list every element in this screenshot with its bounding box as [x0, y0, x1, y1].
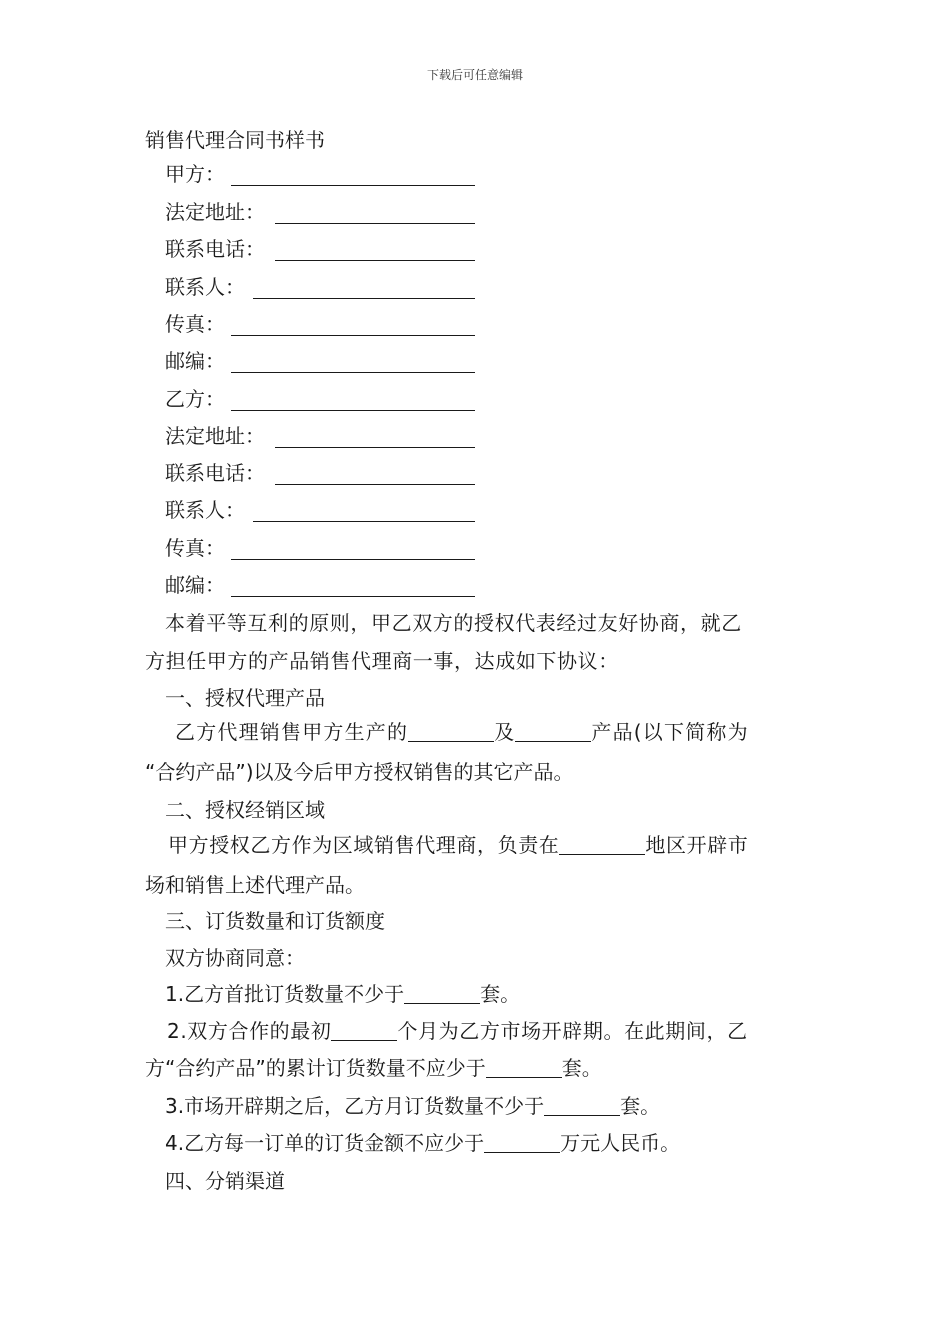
- party-b-phone-field: [165, 457, 485, 487]
- section-3-item-1: [165, 978, 830, 1007]
- text-run: 4.乙方每一订单的订货金额不应少于: [165, 1131, 485, 1155]
- text-run: 地区开辟市: [645, 833, 749, 857]
- text-run: 套。: [480, 982, 521, 1006]
- section-3-item-4: [165, 1127, 830, 1156]
- blank-line: [231, 410, 475, 411]
- party-b-postcode-field: [165, 569, 485, 599]
- party-a-address-field: [165, 196, 485, 226]
- field-label: 乙方：: [165, 387, 225, 411]
- text-run: 方“合约产品”的累计订货数量不应少于: [145, 1056, 486, 1080]
- party-a-name-field: [165, 158, 485, 188]
- section-4-heading: 四、分销渠道: [165, 1169, 285, 1193]
- section-1-heading: 一、授权代理产品: [165, 686, 325, 710]
- blank-line: [231, 596, 475, 597]
- section-2-heading: 二、授权经销区域: [165, 798, 325, 822]
- section-3-heading: 三、订货数量和订货额度: [165, 909, 385, 933]
- blank-line: [275, 447, 475, 448]
- field-label: 法定地址：: [165, 200, 265, 224]
- blank-line: [486, 1057, 562, 1078]
- field-label: 甲方：: [165, 162, 225, 186]
- blank-line: [275, 260, 475, 261]
- text-run: 1.乙方首批订货数量不少于: [165, 982, 405, 1006]
- field-label: 邮编：: [165, 349, 225, 373]
- text-run: 套。: [620, 1094, 661, 1118]
- blank-line: [544, 1095, 620, 1116]
- section-3-item-3: [165, 1090, 830, 1119]
- blank-line: [253, 298, 475, 299]
- section-2-line-1: [168, 829, 833, 858]
- section-1-line-2: “合约产品”)以及今后甲方授权销售的其它产品。: [145, 760, 574, 784]
- section-3-item-2-line-1: [167, 1015, 832, 1044]
- field-label: 联系电话：: [165, 461, 265, 485]
- party-b-contact-field: [165, 494, 485, 524]
- blank-line: [231, 372, 475, 373]
- intro-line-2: 方担任甲方的产品销售代理商一事，达成如下协议：: [145, 649, 619, 673]
- blank-line: [408, 721, 494, 742]
- text-run: 及: [494, 720, 516, 744]
- blank-line: [231, 335, 475, 336]
- blank-line: [231, 559, 475, 560]
- field-label: 邮编：: [165, 573, 225, 597]
- text-run: 2.双方合作的最初: [167, 1019, 332, 1043]
- field-label: 联系人：: [165, 275, 245, 299]
- text-run: 3.市场开辟期之后，乙方月订货数量不少于: [165, 1094, 545, 1118]
- blank-line: [484, 1132, 560, 1153]
- blank-line: [253, 521, 475, 522]
- blank-line: [331, 1020, 397, 1041]
- party-b-name-field: [165, 383, 485, 413]
- field-label: 联系电话：: [165, 237, 265, 261]
- field-label: 法定地址：: [165, 424, 265, 448]
- text-run: 万元人民币。: [560, 1131, 681, 1155]
- field-label: 联系人：: [165, 498, 245, 522]
- text-run: 甲方授权乙方作为区域销售代理商，负责在: [168, 833, 560, 857]
- party-a-fax-field: [165, 308, 485, 338]
- text-run: 乙方代理销售甲方生产的: [175, 720, 409, 744]
- text-run: 产品(以下简称为: [591, 720, 749, 744]
- section-2-line-2: 场和销售上述代理产品。: [145, 873, 365, 897]
- section-1-line-1: [175, 716, 840, 745]
- text-run: 套。: [561, 1056, 602, 1080]
- text-run: 个月为乙方市场开辟期。在此期间，乙: [397, 1019, 748, 1043]
- document-title: 销售代理合同书样书: [145, 128, 325, 152]
- field-label: 传真：: [165, 536, 225, 560]
- blank-line: [559, 834, 645, 855]
- party-a-contact-field: [165, 271, 485, 301]
- blank-line: [275, 484, 475, 485]
- field-label: 传真：: [165, 312, 225, 336]
- section-3-item-2-line-2: [145, 1052, 810, 1081]
- blank-line: [275, 223, 475, 224]
- party-a-phone-field: [165, 233, 485, 263]
- intro-line-1: 本着平等互利的原则，甲乙双方的授权代表经过友好协商，就乙: [165, 611, 742, 635]
- blank-line: [515, 721, 591, 742]
- page-header-note: 下载后可任意编辑: [426, 68, 523, 82]
- party-b-address-field: [165, 420, 485, 450]
- section-3-agreement: 双方协商同意：: [165, 946, 305, 970]
- party-a-postcode-field: [165, 345, 485, 375]
- party-b-fax-field: [165, 532, 485, 562]
- blank-line: [231, 185, 475, 186]
- blank-line: [404, 983, 480, 1004]
